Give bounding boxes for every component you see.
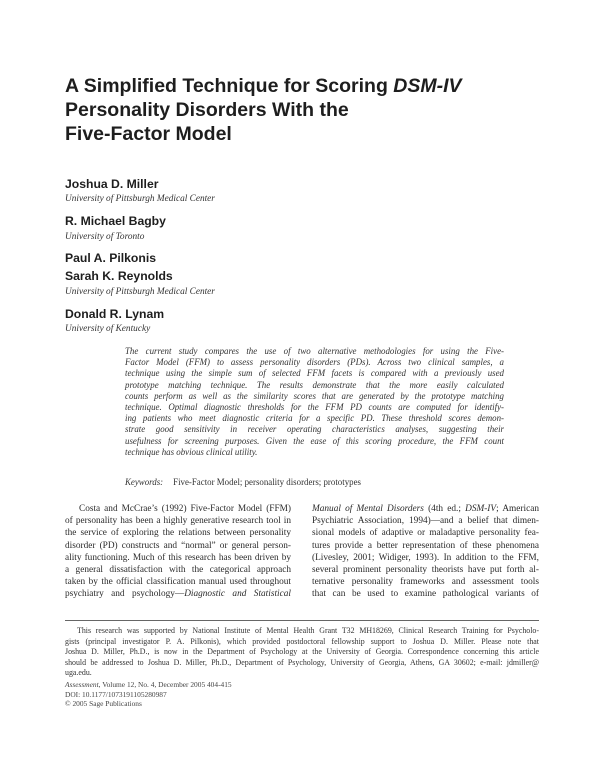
abstract-line: strate good sensitivity in receiver operating characteristics analyses, suggesting their: [125, 424, 504, 435]
footnote-line: gists (principal investigator P. A. Pilkonis), which provided postdoctoral fellowship support to Joshua D. Miller. Please note that: [65, 636, 539, 646]
body-line: [312, 503, 539, 515]
author-name: Joshua D. Miller: [65, 177, 159, 191]
author-name: Donald R. Lynam: [65, 307, 165, 321]
abstract-line: ing patients who meet diagnostic criteria for a specific PD. These threshold scores demon-: [125, 413, 504, 424]
abstract-line: counts perform as well as the similarity scores that are generated by the prototype matching: [125, 390, 504, 401]
body-text: ; American: [496, 504, 539, 514]
author-affiliation: University of Toronto: [65, 232, 145, 242]
author-name: Paul A. Pilkonis: [65, 251, 156, 265]
footnote-line: This research was supported by National Institute of Mental Health Grant T32 MH18269, Clinical Research Training for Psycholo-: [77, 626, 539, 635]
abstract: [125, 346, 504, 458]
body-text: psychiatry and psychology—: [65, 589, 185, 600]
author-affiliation: University of Pittsburgh Medical Center: [65, 194, 215, 204]
title-line-1: [65, 74, 545, 98]
body-italic-text: DSM-IV: [465, 504, 497, 514]
abstract-line: Factor Model (FFM) to assess personality disorders (PDs). Across two clinical samples, a: [125, 357, 504, 368]
abstract-line: technique. Optimal diagnostic thresholds for the FFM PD counts are computed for identify-: [125, 402, 504, 413]
body-line: disorder (PD) constructs and “normal” or general person-: [65, 540, 291, 551]
footnote-line: uga.edu.: [65, 668, 92, 678]
title-text: A Simplified Technique for Scoring: [65, 75, 394, 97]
author-affiliation: University of Pittsburgh Medical Center: [65, 287, 215, 297]
footnote-divider: [65, 620, 539, 621]
keywords-text: Five-Factor Model; personality disorders; prototypes: [173, 477, 361, 487]
body-line: tures provide a better representation of these phenomena: [312, 540, 539, 551]
keywords-label: Keywords:: [125, 477, 164, 487]
body-line: taken by the official classification manual used throughout: [65, 577, 291, 588]
article-title: [65, 74, 545, 146]
keywords: [125, 477, 504, 488]
body-line: (Livesley, 2001; Widiger, 1993). In addition to the FFM,: [312, 552, 539, 563]
body-line: that can be used to examine pathological variants of: [312, 589, 539, 600]
body-italic-text: Manual of Mental Disorders: [312, 504, 424, 514]
abstract-line: The current study compares the use of two alternative methodologies for using the Five-: [125, 346, 504, 356]
body-line: several prominent personality theorists have put forth al-: [312, 565, 539, 576]
abstract-line: technique using the simple sum of selected FFM facets is compared with a previously used: [125, 368, 504, 379]
journal-name: Assessment: [65, 680, 99, 689]
title-line-2: Personality Disorders With the: [65, 99, 349, 121]
body-line: a general dissatisfaction with the categorical approach: [65, 565, 291, 576]
body-line: [65, 588, 291, 600]
body-line: the service of exploring the relations between personality: [65, 528, 291, 539]
body-line: ternative personality frameworks and assessment tools: [312, 577, 539, 588]
body-column-right: [312, 503, 539, 601]
author-name: Sarah K. Reynolds: [65, 269, 173, 283]
body-line: Psychiatric Association, 1994)—and a belief that dimen-: [312, 516, 539, 527]
copyright: © 2005 Sage Publications: [65, 699, 142, 709]
abstract-line: technique has obvious clinical utility.: [125, 446, 258, 457]
body-line: ality functioning. Much of this research has been driven by: [65, 552, 291, 563]
footnote-line: Joshua D. Miller, Ph.D., is now in the Department of Psychology at the University of Georgia. Correspondence concerning this article: [65, 647, 539, 657]
author-name: R. Michael Bagby: [65, 214, 166, 228]
body-line: Costa and McCrae’s (1992) Five-Factor Model (FFM): [79, 504, 291, 514]
doi: DOI: 10.1177/1073191105280987: [65, 689, 167, 699]
body-column-left: [65, 503, 291, 601]
title-italic-term: DSM-IV: [393, 75, 462, 97]
footnote: [65, 626, 539, 679]
footnote-line: should be addressed to Joshua D. Miller, Ph.D., Department of Psychology, University of Georgia, Athens, GA 30602; e-mail: jdmiller@: [65, 657, 539, 667]
body-line: sional models of adaptive or maladaptive personality fea-: [312, 528, 539, 539]
body-italic-text: Diagnostic and Statistical: [184, 589, 291, 600]
journal-volume: , Volume 12, No. 4, December 2005 404-415: [98, 680, 232, 689]
author-affiliation: University of Kentucky: [65, 324, 151, 334]
body-text: (4th ed.;: [423, 504, 466, 514]
publication-info: [65, 680, 232, 709]
title-line-3: Five-Factor Model: [65, 123, 232, 145]
abstract-line: prototype matching technique. The results demonstrate that the more easily calculated: [125, 379, 504, 390]
abstract-line: usefulness for screening purposes. Given the ease of this scoring procedure, the FFM count: [125, 435, 504, 446]
journal-citation: [65, 680, 232, 690]
body-line: of personality has been a highly generative research tool in: [65, 516, 291, 527]
